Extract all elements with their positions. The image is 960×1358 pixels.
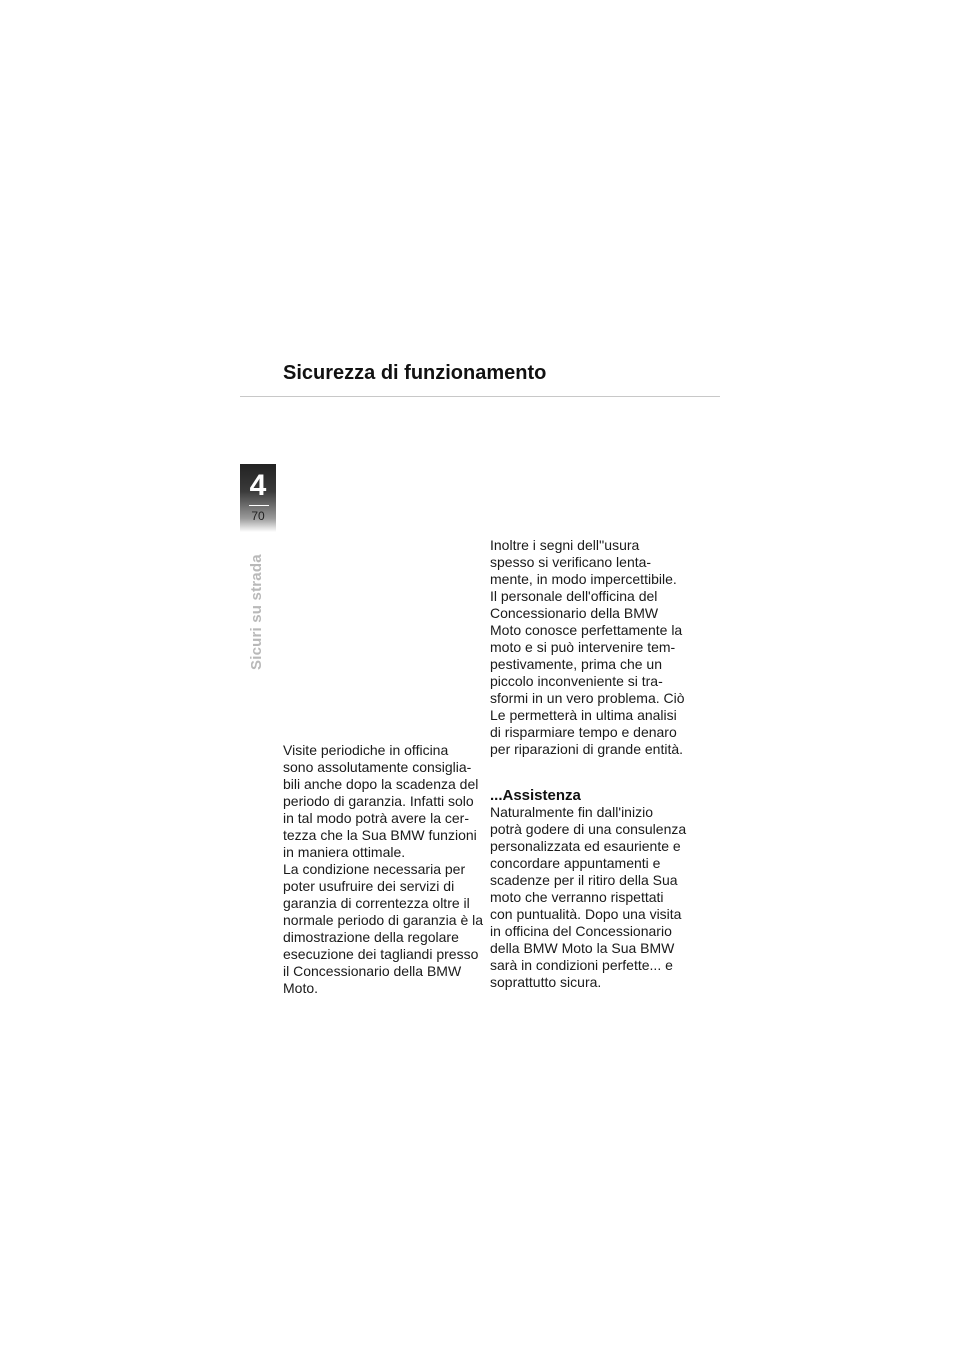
text-line: periodo di garanzia. Infatti solo xyxy=(283,793,474,809)
text-line: esecuzione dei tagliandi presso xyxy=(283,946,479,962)
section-heading-assistenza: ...Assistenza xyxy=(490,787,581,804)
text-line: per riparazioni di grande entità. xyxy=(490,741,684,757)
text-line: sono assolutamente consiglia- xyxy=(283,759,472,775)
text-line: in tal modo potrà avere la cer- xyxy=(283,810,469,826)
text-line: in officina del Concessionario xyxy=(490,923,672,939)
text-line: bili anche dopo la scadenza del xyxy=(283,776,479,792)
text-line: concordare appuntamenti e xyxy=(490,855,661,871)
text-line: normale periodo di garanzia è la xyxy=(283,912,484,928)
text-line: Naturalmente fin dall'inizio xyxy=(490,804,653,820)
text-line: Inoltre i segni dell''usura xyxy=(490,537,640,553)
text-line: della BMW Moto la Sua BMW xyxy=(490,940,675,956)
chapter-tab xyxy=(240,464,276,532)
chapter-number: 4 xyxy=(249,469,267,502)
text-line: tezza che la Sua BMW funzioni xyxy=(283,827,477,843)
text-line: pestivamente, prima che un xyxy=(490,656,662,672)
page-number: 70 xyxy=(251,509,265,523)
text-line: soprattutto sicura. xyxy=(490,974,602,990)
text-line: spesso si verificano lenta- xyxy=(490,554,652,570)
text-line: Visite periodiche in officina xyxy=(283,742,449,758)
text-line: Moto. xyxy=(283,980,319,996)
right-text-column xyxy=(490,537,695,991)
text-line: mente, in modo impercettibile. xyxy=(490,571,677,587)
text-line: moto e si può intervenire tem- xyxy=(490,639,676,655)
text-line: poter usufruire dei servizi di xyxy=(283,878,455,894)
text-line: piccolo inconveniente si tra- xyxy=(490,673,663,689)
text-line: Il personale dell'officina del xyxy=(490,588,658,604)
text-line: potrà godere di una consulenza xyxy=(490,821,687,837)
text-line: con puntualità. Dopo una visita xyxy=(490,906,682,922)
chapter-side-label: Sicuri su strada xyxy=(248,554,265,670)
left-text-column xyxy=(283,742,483,997)
text-line: sarà in condizioni perfette... e xyxy=(490,957,673,973)
chapter-tab-divider xyxy=(249,505,269,506)
text-line: personalizzata ed esauriente e xyxy=(490,838,681,854)
text-line: moto che verranno rispettati xyxy=(490,889,664,905)
text-line: garanzia di correntezza oltre il xyxy=(283,895,470,911)
text-line: sformi in un vero problema. Ciò xyxy=(490,690,685,706)
text-line: in maniera ottimale. xyxy=(283,844,406,860)
text-line: dimostrazione della regolare xyxy=(283,929,459,945)
title-divider xyxy=(240,396,720,397)
text-line: La condizione necessaria per xyxy=(283,861,466,877)
text-line: il Concessionario della BMW xyxy=(283,963,462,979)
text-line: Le permetterà in ultima analisi xyxy=(490,707,677,723)
text-line: di risparmiare tempo e denaro xyxy=(490,724,677,740)
text-line: scadenze per il ritiro della Sua xyxy=(490,872,678,888)
text-line: Concessionario della BMW xyxy=(490,605,659,621)
text-line: Moto conosce perfettamente la xyxy=(490,622,683,638)
page-title: Sicurezza di funzionamento xyxy=(283,362,547,384)
